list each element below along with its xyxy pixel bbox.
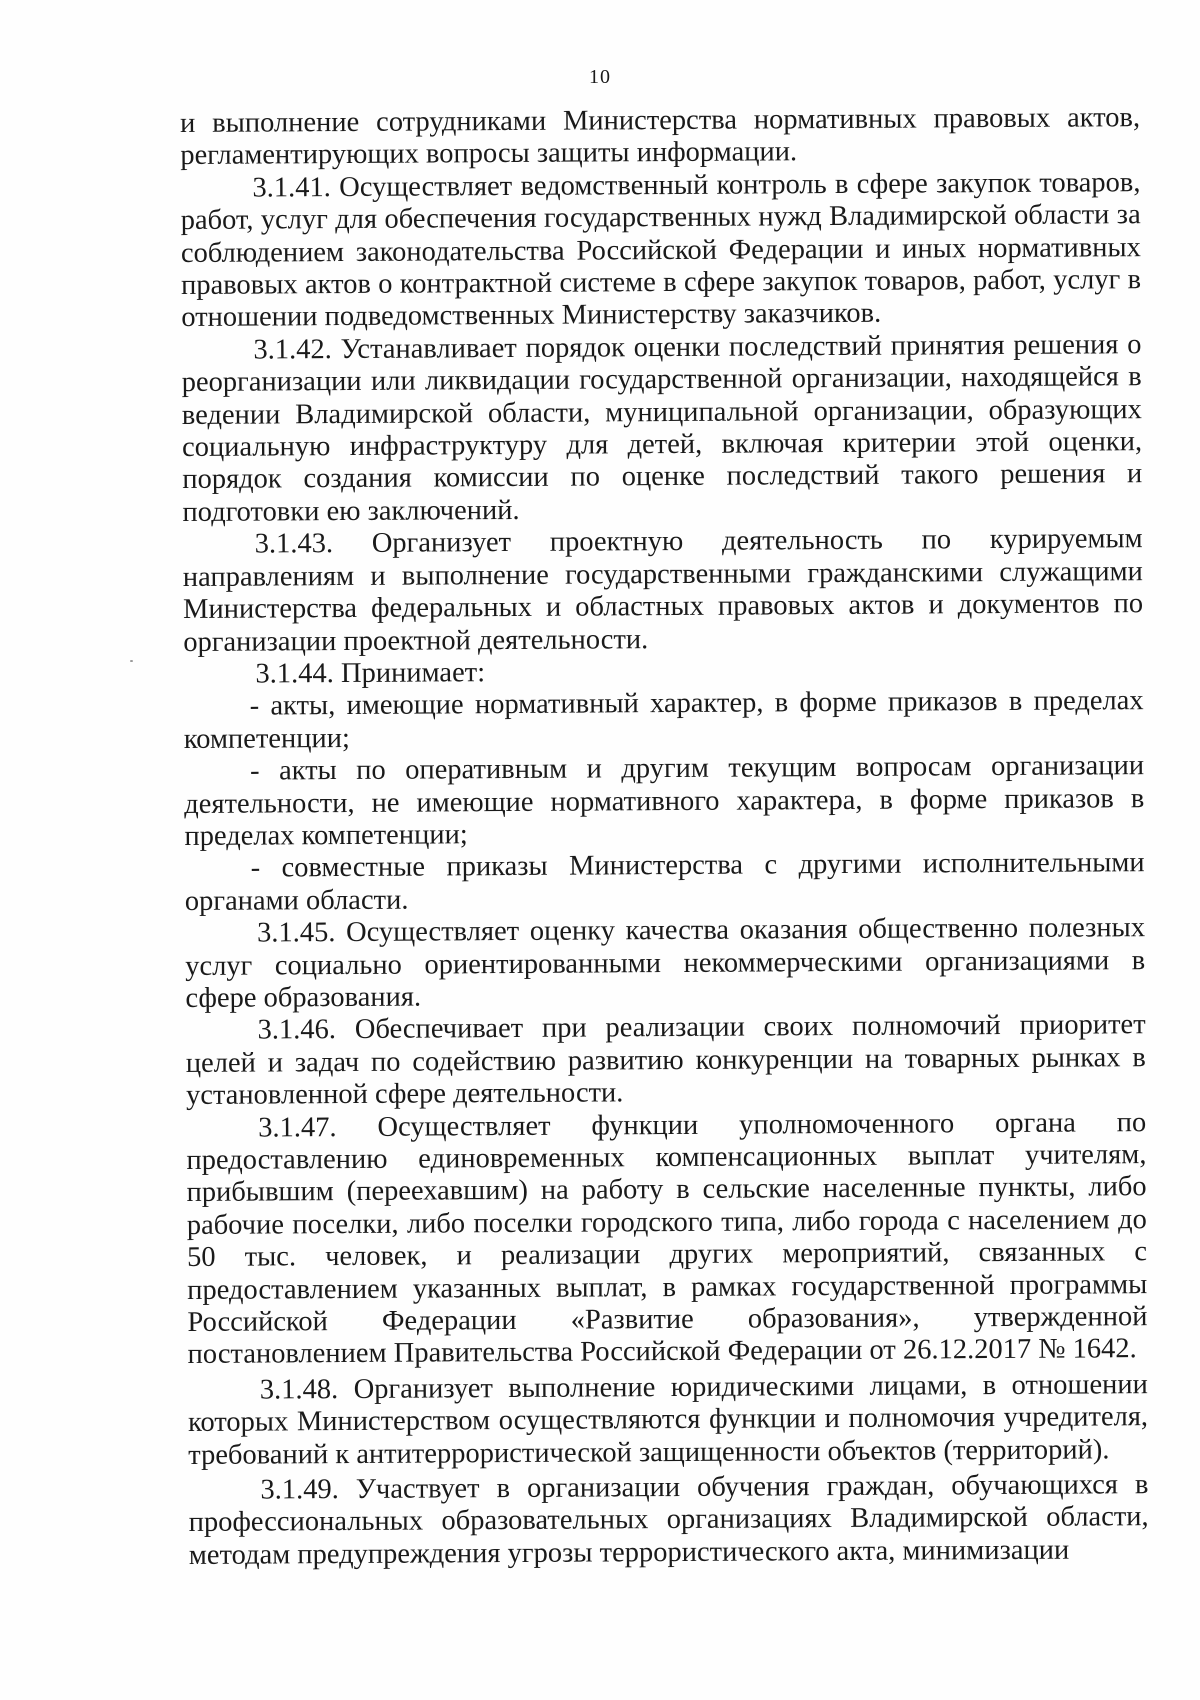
paragraph-continuation: и выполнение сотрудниками Министерства нормативных правовых актов, регламентирующих вопросы защиты информации. [180,102,1141,172]
page-number: 10 [589,66,611,88]
paragraph-3-1-45: 3.1.45. Осуществляет оценку качества оказания общественно полезных услуг социально ориентированными некоммерческими организациями в сфере образования. [185,912,1146,1014]
list-item-3-1-44-b: - акты по оперативным и другим текущим вопросам организации деятельности, не имеющие нормативного характера, в форме приказов в пределах компетенции; [184,750,1145,852]
paragraph-3-1-47: 3.1.47. Осуществляет функции уполномоченного органа по предоставлению единовременных компенсационных выплат учителям, прибывшим (переехавшим) на работу в сельские населенные пункты, либо рабочие поселки, либо поселки городского типа, либо города с населением до 50 тыс. человек, и реализации других мероприятий, связанных с предоставлением указанных выплат, в рамках государственной программы Российской Федерации «Развитие образования», утвержденной постановлением Правительства Российской Федерации от 26.12.2017 № 1642. [186,1106,1148,1371]
list-item-3-1-44-a: - акты, имеющие нормативный характер, в форме приказов в пределах компетенции; [183,685,1144,755]
paragraph-3-1-42: 3.1.42. Устанавливает порядок оценки последствий принятия решения о реорганизации или ликвидации государственной организации, находящейся в ведении Владимирской области, муниципальной организации, образующих социальную инфраструктуру для детей, включая критерии этой оценки, порядок создания комиссии по оценке последствий такого решения и подготовки ею заключений. [181,328,1143,528]
paragraph-3-1-44: 3.1.44. Принимает: [255,657,486,690]
list-item-3-1-44-c: - совместные приказы Министерства с другими исполнительными органами области. [184,847,1145,917]
paragraph-3-1-43: 3.1.43. Организует проектную деятельность по курируемым направлениям и выполнение государственными гражданскими служащими Министерства федеральных и областных правовых актов и документов по организации проектной деятельности. [182,523,1144,658]
paragraph-3-1-49: 3.1.49. Участвует в организации обучения граждан, обучающихся в профессиональных образовательных организациях Владимирской области, методам предупреждения угрозы террористического акта, минимизации [188,1469,1149,1571]
paragraph-3-1-41: 3.1.41. Осуществляет ведомственный контроль в сфере закупок товаров, работ, услуг для обеспечения государственных нужд Владимирской области за соблюдением законодательства Российской Федерации и иных нормативных правовых актов о контрактной системе в сфере закупок товаров, работ, услуг в отношении подведомственных Министерству заказчиков. [180,166,1142,334]
document-body [180,102,1149,1572]
scan-speck [130,660,133,662]
paragraph-3-1-46: 3.1.46. Обеспечивает при реализации своих полномочий приоритет целей и задач по содействию развитию конкуренции на товарных рынках в установленной сфере деятельности. [185,1009,1146,1112]
paragraph-3-1-48: 3.1.48. Организует выполнение юридическими лицами, в отношении которых Министерством осуществляются функции и полномочия учредителя, требований к антитеррористической защищенности объектов (территорий). [187,1368,1149,1471]
